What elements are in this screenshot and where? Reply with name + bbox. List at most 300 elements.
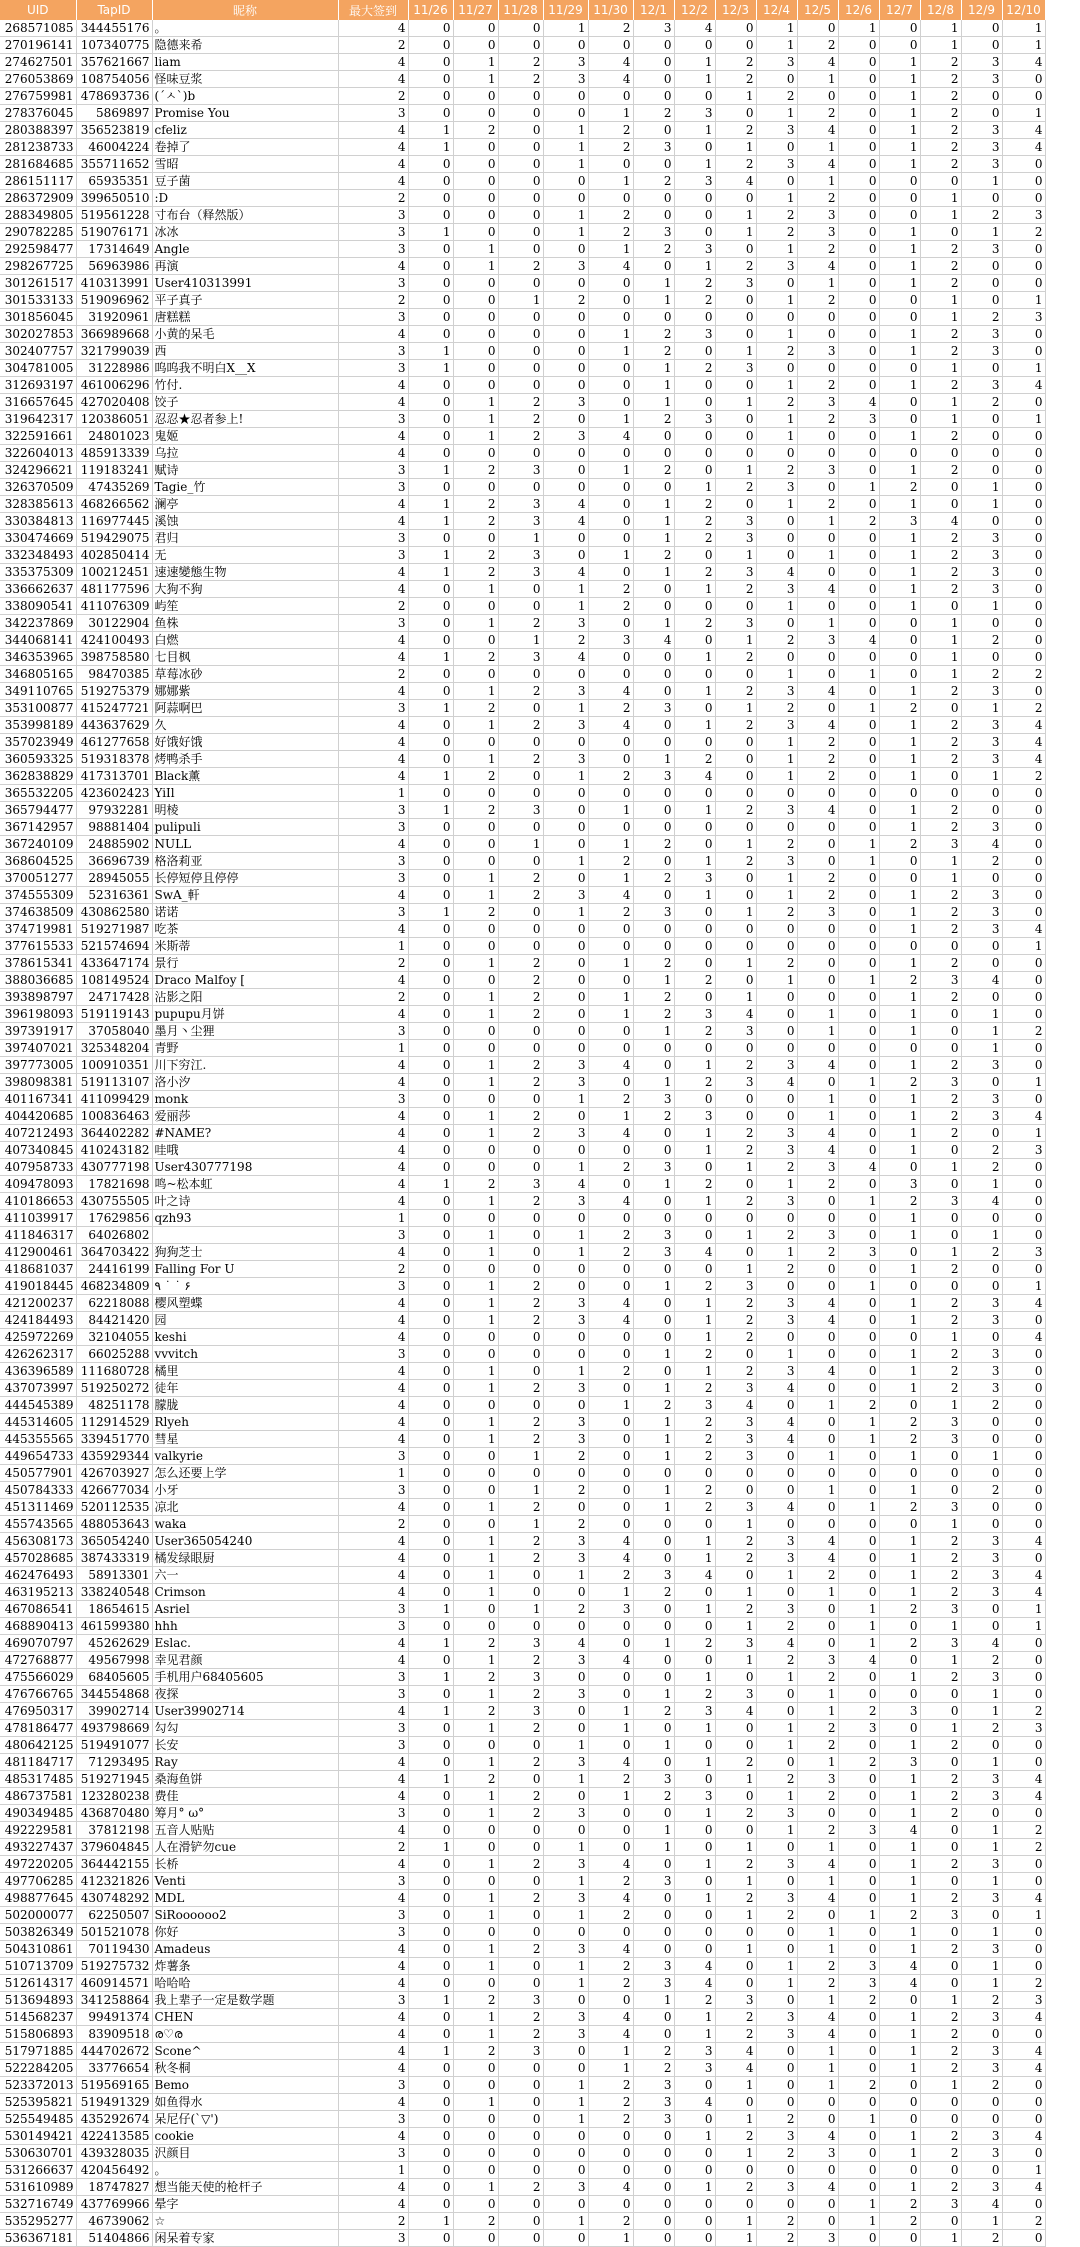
table-cell[interactable]: 0 <box>838 377 879 394</box>
table-cell[interactable]: 4 <box>756 564 797 581</box>
table-cell[interactable]: 0 <box>674 309 715 326</box>
table-cell[interactable]: 1 <box>588 1584 633 1601</box>
table-cell[interactable]: 0 <box>498 1975 543 1992</box>
table-cell[interactable]: 0 <box>408 1261 453 1278</box>
table-cell[interactable]: 0 <box>674 2077 715 2094</box>
table-cell[interactable]: 2 <box>920 1584 961 1601</box>
table-cell[interactable]: 2 <box>715 853 756 870</box>
table-cell[interactable]: 0 <box>498 2145 543 2162</box>
table-cell[interactable]: 123280238 <box>76 1788 152 1805</box>
table-cell[interactable]: 1 <box>674 1363 715 1380</box>
table-cell[interactable]: 0 <box>838 360 879 377</box>
table-cell[interactable]: 1 <box>879 1142 920 1159</box>
table-cell[interactable]: 2 <box>838 1397 879 1414</box>
table-cell[interactable]: 0 <box>543 1006 588 1023</box>
table-cell[interactable]: 2 <box>920 2043 961 2060</box>
table-cell[interactable]: 62250507 <box>76 1907 152 1924</box>
table-cell[interactable]: 1 <box>453 1567 498 1584</box>
table-cell[interactable]: 0 <box>498 1023 543 1040</box>
table-cell[interactable]: 0 <box>1002 462 1045 479</box>
table-cell[interactable]: 1 <box>498 632 543 649</box>
table-cell[interactable]: 2 <box>920 887 961 904</box>
table-cell[interactable]: 290782285 <box>0 224 76 241</box>
table-cell[interactable]: 小牙 <box>152 1482 338 1499</box>
table-cell[interactable]: 112914529 <box>76 1414 152 1431</box>
table-cell[interactable]: 0 <box>543 836 588 853</box>
table-cell[interactable]: 4 <box>797 1856 838 1873</box>
table-cell[interactable]: 3 <box>498 496 543 513</box>
table-cell[interactable]: 0 <box>879 37 920 54</box>
table-cell[interactable]: 3 <box>961 887 1002 904</box>
table-cell[interactable]: 0 <box>715 428 756 445</box>
table-cell[interactable]: 1 <box>879 1448 920 1465</box>
table-cell[interactable]: 525395821 <box>0 2094 76 2111</box>
table-cell[interactable]: 1 <box>797 547 838 564</box>
table-cell[interactable]: 120386051 <box>76 411 152 428</box>
table-cell[interactable]: 2 <box>453 1669 498 1686</box>
table-cell[interactable]: 0 <box>633 71 674 88</box>
table-cell[interactable]: 桑海鱼饼 <box>152 1771 338 1788</box>
table-cell[interactable]: 58913301 <box>76 1567 152 1584</box>
table-cell[interactable]: 2 <box>498 1550 543 1567</box>
table-cell[interactable]: 0 <box>1002 1380 1045 1397</box>
table-cell[interactable]: 302407757 <box>0 343 76 360</box>
table-cell[interactable]: 2 <box>453 496 498 513</box>
table-cell[interactable]: 3 <box>498 649 543 666</box>
table-cell[interactable]: 0 <box>543 275 588 292</box>
table-cell[interactable]: 1 <box>715 1516 756 1533</box>
table-cell[interactable]: 0 <box>408 1584 453 1601</box>
table-cell[interactable]: 4 <box>588 1652 633 1669</box>
table-cell[interactable]: 1 <box>674 71 715 88</box>
table-cell[interactable]: 0 <box>408 1023 453 1040</box>
table-cell[interactable]: 夜探 <box>152 1686 338 1703</box>
table-cell[interactable]: 1 <box>715 394 756 411</box>
table-cell[interactable]: 2 <box>588 598 633 615</box>
table-cell[interactable]: 3 <box>338 2145 408 2162</box>
table-cell[interactable]: 0 <box>715 734 756 751</box>
table-cell[interactable]: Amadeus <box>152 1941 338 1958</box>
table-cell[interactable]: 4 <box>674 1244 715 1261</box>
table-cell[interactable]: 0 <box>543 2128 588 2145</box>
table-cell[interactable]: 0 <box>543 241 588 258</box>
table-cell[interactable]: 3 <box>920 1907 961 1924</box>
table-cell[interactable]: 1 <box>797 1839 838 1856</box>
table-cell[interactable]: 0 <box>588 394 633 411</box>
table-cell[interactable]: 0 <box>1002 1669 1045 1686</box>
table-cell[interactable]: 4 <box>338 751 408 768</box>
table-cell[interactable]: 1 <box>543 2213 588 2230</box>
table-cell[interactable]: 3 <box>543 54 588 71</box>
table-cell[interactable]: 4 <box>338 1397 408 1414</box>
table-cell[interactable]: 1 <box>879 989 920 1006</box>
table-cell[interactable]: 4 <box>338 1890 408 1907</box>
table-cell[interactable]: 1 <box>879 564 920 581</box>
table-cell[interactable]: 0 <box>961 649 1002 666</box>
table-cell[interactable]: 0 <box>543 343 588 360</box>
table-cell[interactable]: 0 <box>453 20 498 37</box>
table-cell[interactable]: 3 <box>543 1312 588 1329</box>
table-cell[interactable]: 0 <box>453 88 498 105</box>
table-cell[interactable]: 1 <box>961 1176 1002 1193</box>
table-cell[interactable]: 0 <box>674 1839 715 1856</box>
table-cell[interactable]: 1 <box>879 955 920 972</box>
table-cell[interactable]: 0 <box>838 1516 879 1533</box>
table-cell[interactable]: 1 <box>920 207 961 224</box>
column-header[interactable]: 昵称 <box>152 0 338 20</box>
table-cell[interactable]: 0 <box>756 2060 797 2077</box>
table-cell[interactable]: 0 <box>674 1907 715 1924</box>
table-cell[interactable]: 0 <box>498 2230 543 2247</box>
table-cell[interactable]: 0 <box>715 921 756 938</box>
table-cell[interactable]: 0 <box>879 1244 920 1261</box>
table-cell[interactable]: 3 <box>920 1601 961 1618</box>
table-cell[interactable]: 1 <box>674 2179 715 2196</box>
table-cell[interactable]: 2 <box>1002 2213 1045 2230</box>
table-cell[interactable]: 1 <box>756 666 797 683</box>
table-cell[interactable]: 3 <box>338 411 408 428</box>
table-cell[interactable]: 365054240 <box>76 1533 152 1550</box>
table-cell[interactable]: 1 <box>756 1958 797 1975</box>
table-cell[interactable]: 0 <box>633 122 674 139</box>
table-cell[interactable]: 1 <box>633 1074 674 1091</box>
table-cell[interactable]: 330384813 <box>0 513 76 530</box>
table-cell[interactable]: 0 <box>797 1380 838 1397</box>
table-cell[interactable]: 0 <box>588 309 633 326</box>
table-cell[interactable]: 溪蚀 <box>152 513 338 530</box>
table-cell[interactable]: 0 <box>797 479 838 496</box>
table-cell[interactable]: 3 <box>543 1125 588 1142</box>
table-cell[interactable]: 0 <box>838 1040 879 1057</box>
table-cell[interactable]: 1 <box>408 1176 453 1193</box>
table-cell[interactable]: 0 <box>1002 428 1045 445</box>
table-cell[interactable]: 0 <box>838 751 879 768</box>
table-cell[interactable]: 3 <box>543 615 588 632</box>
table-cell[interactable]: 3 <box>961 547 1002 564</box>
table-cell[interactable]: 366989668 <box>76 326 152 343</box>
table-cell[interactable]: 1 <box>408 1601 453 1618</box>
table-cell[interactable]: 0 <box>1002 2077 1045 2094</box>
table-cell[interactable]: 3 <box>498 462 543 479</box>
table-cell[interactable]: 0 <box>633 2009 674 2026</box>
table-cell[interactable]: 3 <box>633 1159 674 1176</box>
table-cell[interactable]: 1 <box>879 921 920 938</box>
table-cell[interactable]: 1 <box>408 343 453 360</box>
table-cell[interactable]: 0 <box>961 1618 1002 1635</box>
table-cell[interactable]: 0 <box>588 275 633 292</box>
table-cell[interactable]: 4 <box>338 1975 408 1992</box>
table-cell[interactable]: 0 <box>838 1091 879 1108</box>
table-cell[interactable]: 0 <box>588 649 633 666</box>
table-cell[interactable]: 437073997 <box>0 1380 76 1397</box>
table-cell[interactable]: 502000077 <box>0 1907 76 1924</box>
table-cell[interactable]: 2 <box>674 1499 715 1516</box>
table-cell[interactable]: 1 <box>633 377 674 394</box>
table-cell[interactable]: 3 <box>961 1941 1002 1958</box>
table-cell[interactable]: 2 <box>338 190 408 207</box>
table-cell[interactable]: MDL <box>152 1890 338 1907</box>
table-cell[interactable]: 3 <box>961 139 1002 156</box>
table-cell[interactable]: 1 <box>756 734 797 751</box>
table-cell[interactable]: 4 <box>797 122 838 139</box>
table-cell[interactable]: 4 <box>338 1754 408 1771</box>
table-cell[interactable]: 0 <box>920 938 961 955</box>
table-cell[interactable]: 4 <box>1002 377 1045 394</box>
table-cell[interactable]: 2 <box>498 1941 543 1958</box>
table-cell[interactable]: 519250272 <box>76 1380 152 1397</box>
table-cell[interactable]: 1 <box>543 1567 588 1584</box>
table-cell[interactable]: 1 <box>543 1244 588 1261</box>
table-cell[interactable]: 闲呆着专家 <box>152 2230 338 2247</box>
table-cell[interactable]: CHEN <box>152 2009 338 2026</box>
table-cell[interactable]: 2 <box>920 1346 961 1363</box>
table-cell[interactable]: 0 <box>1002 1635 1045 1652</box>
table-cell[interactable]: 3 <box>797 462 838 479</box>
table-cell[interactable]: 0 <box>879 1465 920 1482</box>
table-cell[interactable]: 2 <box>674 1431 715 1448</box>
table-cell[interactable]: 2 <box>1002 1023 1045 1040</box>
table-cell[interactable]: 1 <box>715 547 756 564</box>
table-cell[interactable]: 2 <box>715 1805 756 1822</box>
table-cell[interactable]: 0 <box>838 989 879 1006</box>
table-cell[interactable]: 4 <box>797 156 838 173</box>
table-cell[interactable]: 3 <box>961 1295 1002 1312</box>
table-cell[interactable]: 0 <box>633 1890 674 1907</box>
table-cell[interactable]: 0 <box>453 1873 498 1890</box>
table-cell[interactable]: 0 <box>1002 1465 1045 1482</box>
table-cell[interactable]: 4 <box>588 1754 633 1771</box>
table-cell[interactable]: 0 <box>453 309 498 326</box>
table-cell[interactable]: 17821698 <box>76 1176 152 1193</box>
table-cell[interactable]: 3 <box>879 1754 920 1771</box>
table-cell[interactable]: 0 <box>633 1125 674 1142</box>
table-cell[interactable]: 0 <box>1002 445 1045 462</box>
table-cell[interactable]: Ray <box>152 1754 338 1771</box>
table-cell[interactable]: 0 <box>498 1329 543 1346</box>
table-cell[interactable]: 2 <box>715 2128 756 2145</box>
table-cell[interactable]: 2 <box>453 122 498 139</box>
table-cell[interactable]: 3 <box>338 1992 408 2009</box>
table-cell[interactable]: 0 <box>1002 1652 1045 1669</box>
table-cell[interactable]: 0 <box>715 445 756 462</box>
table-cell[interactable]: 青野 <box>152 1040 338 1057</box>
table-cell[interactable]: 1 <box>633 564 674 581</box>
table-cell[interactable]: 2 <box>674 1380 715 1397</box>
table-cell[interactable]: 1 <box>543 1159 588 1176</box>
table-cell[interactable]: 0 <box>1002 1261 1045 1278</box>
table-cell[interactable]: 4 <box>338 1822 408 1839</box>
table-cell[interactable]: 111680728 <box>76 1363 152 1380</box>
table-cell[interactable]: 0 <box>543 1346 588 1363</box>
table-cell[interactable]: 2 <box>797 1669 838 1686</box>
table-cell[interactable]: 24801023 <box>76 428 152 445</box>
table-cell[interactable]: 2 <box>715 1329 756 1346</box>
table-cell[interactable]: 4 <box>674 768 715 785</box>
table-cell[interactable]: 1 <box>588 1397 633 1414</box>
table-cell[interactable]: 2 <box>961 1397 1002 1414</box>
table-cell[interactable]: 1 <box>961 598 1002 615</box>
table-cell[interactable]: 4 <box>588 1856 633 1873</box>
table-cell[interactable]: 3 <box>543 1380 588 1397</box>
table-cell[interactable]: 4 <box>338 2009 408 2026</box>
table-cell[interactable]: 497220205 <box>0 1856 76 1873</box>
table-cell[interactable]: 2 <box>920 2179 961 2196</box>
table-cell[interactable]: 4 <box>1002 1108 1045 1125</box>
table-cell[interactable]: 1 <box>756 292 797 309</box>
table-cell[interactable]: 3 <box>1002 207 1045 224</box>
table-cell[interactable]: 1 <box>961 1975 1002 1992</box>
table-cell[interactable]: 0 <box>961 2026 1002 2043</box>
table-cell[interactable]: 1 <box>797 1108 838 1125</box>
table-cell[interactable]: 409478093 <box>0 1176 76 1193</box>
table-cell[interactable]: 1 <box>797 2077 838 2094</box>
table-cell[interactable]: 4 <box>1002 122 1045 139</box>
table-cell[interactable]: 0 <box>1002 2026 1045 2043</box>
table-cell[interactable]: 0 <box>408 1856 453 1873</box>
table-cell[interactable]: 0 <box>408 156 453 173</box>
table-cell[interactable]: 2 <box>961 2230 1002 2247</box>
table-cell[interactable]: 2 <box>920 1771 961 1788</box>
table-cell[interactable]: 2 <box>756 700 797 717</box>
table-cell[interactable]: 4 <box>338 887 408 904</box>
table-cell[interactable]: 0 <box>543 1108 588 1125</box>
table-cell[interactable]: 明棱 <box>152 802 338 819</box>
table-cell[interactable]: 1 <box>633 1448 674 1465</box>
table-cell[interactable]: 0 <box>797 2213 838 2230</box>
table-cell[interactable]: 0 <box>408 1244 453 1261</box>
table-cell[interactable]: 3 <box>961 2179 1002 2196</box>
table-cell[interactable]: 0 <box>756 1040 797 1057</box>
table-cell[interactable]: 0 <box>633 1924 674 1941</box>
table-cell[interactable]: 0 <box>408 921 453 938</box>
table-cell[interactable]: 0 <box>715 309 756 326</box>
table-cell[interactable]: 0 <box>633 1142 674 1159</box>
table-cell[interactable]: 3 <box>674 326 715 343</box>
table-cell[interactable]: 0 <box>453 1618 498 1635</box>
table-cell[interactable]: 1 <box>674 853 715 870</box>
column-header[interactable]: 12/10 <box>1002 0 1045 20</box>
table-cell[interactable]: 0 <box>543 1329 588 1346</box>
table-cell[interactable]: 2 <box>498 1125 543 1142</box>
table-cell[interactable]: 3 <box>543 428 588 445</box>
table-cell[interactable]: 1 <box>756 870 797 887</box>
table-cell[interactable]: 2 <box>588 1907 633 1924</box>
table-cell[interactable]: 0 <box>1002 1737 1045 1754</box>
table-cell[interactable]: 鸣~松本虹 <box>152 1176 338 1193</box>
table-cell[interactable]: 0 <box>674 1465 715 1482</box>
table-cell[interactable]: 0 <box>633 88 674 105</box>
table-cell[interactable]: 3 <box>338 853 408 870</box>
table-cell[interactable]: 1 <box>674 2026 715 2043</box>
table-cell[interactable]: 3 <box>797 632 838 649</box>
table-cell[interactable]: 4 <box>588 1941 633 1958</box>
table-cell[interactable]: 0 <box>453 598 498 615</box>
table-cell[interactable]: 0 <box>715 1720 756 1737</box>
table-cell[interactable]: 景行 <box>152 955 338 972</box>
table-cell[interactable]: 0 <box>498 1210 543 1227</box>
table-cell[interactable]: 0 <box>961 989 1002 1006</box>
table-cell[interactable]: 0 <box>674 700 715 717</box>
table-cell[interactable]: 3 <box>715 1635 756 1652</box>
table-cell[interactable]: 411076309 <box>76 598 152 615</box>
table-cell[interactable]: 0 <box>588 1618 633 1635</box>
table-cell[interactable]: 1 <box>498 836 543 853</box>
table-cell[interactable]: 2 <box>920 1295 961 1312</box>
table-cell[interactable]: 4 <box>1002 139 1045 156</box>
table-cell[interactable]: 0 <box>797 309 838 326</box>
table-cell[interactable]: 2 <box>498 1720 543 1737</box>
table-cell[interactable]: 3 <box>961 377 1002 394</box>
table-cell[interactable]: 0 <box>715 326 756 343</box>
table-cell[interactable]: 2 <box>674 1448 715 1465</box>
table-cell[interactable]: 3 <box>961 1091 1002 1108</box>
table-cell[interactable]: 0 <box>715 2094 756 2111</box>
table-cell[interactable]: 4 <box>338 1312 408 1329</box>
table-cell[interactable]: 0 <box>920 700 961 717</box>
table-cell[interactable]: 332348493 <box>0 547 76 564</box>
table-cell[interactable]: 2 <box>715 1312 756 1329</box>
table-cell[interactable]: 秋冬桐 <box>152 2060 338 2077</box>
table-cell[interactable]: 1 <box>674 1533 715 1550</box>
table-cell[interactable]: 1 <box>543 1771 588 1788</box>
table-cell[interactable]: 3 <box>338 224 408 241</box>
table-cell[interactable]: 0 <box>879 615 920 632</box>
table-cell[interactable]: 0 <box>920 1958 961 1975</box>
table-cell[interactable]: 1 <box>920 360 961 377</box>
table-cell[interactable]: 3 <box>961 751 1002 768</box>
table-cell[interactable]: 赋诗 <box>152 462 338 479</box>
table-cell[interactable]: 2 <box>920 258 961 275</box>
table-cell[interactable]: 1 <box>674 1669 715 1686</box>
table-cell[interactable]: 3 <box>1002 1992 1045 2009</box>
table-cell[interactable]: 3 <box>797 394 838 411</box>
table-cell[interactable]: User410313991 <box>152 275 338 292</box>
table-cell[interactable]: 4 <box>338 1567 408 1584</box>
table-cell[interactable]: 1 <box>633 292 674 309</box>
table-cell[interactable]: 0 <box>1002 649 1045 666</box>
table-cell[interactable]: 1 <box>920 1720 961 1737</box>
table-cell[interactable]: 2 <box>715 1125 756 1142</box>
table-cell[interactable]: 0 <box>498 2111 543 2128</box>
table-cell[interactable]: 1 <box>756 768 797 785</box>
table-cell[interactable]: 4 <box>543 649 588 666</box>
table-cell[interactable]: 1 <box>588 326 633 343</box>
table-cell[interactable]: 4 <box>338 1176 408 1193</box>
table-cell[interactable]: 2 <box>543 292 588 309</box>
table-cell[interactable]: 3 <box>338 479 408 496</box>
table-cell[interactable]: 0 <box>453 292 498 309</box>
table-cell[interactable]: 4 <box>338 1703 408 1720</box>
table-cell[interactable]: 0 <box>756 1329 797 1346</box>
table-cell[interactable]: 2 <box>674 513 715 530</box>
table-cell[interactable]: 0 <box>453 1482 498 1499</box>
table-cell[interactable]: 2 <box>633 343 674 360</box>
table-cell[interactable]: 4 <box>588 1057 633 1074</box>
table-cell[interactable]: 0 <box>715 241 756 258</box>
table-cell[interactable]: 川下穷江. <box>152 1057 338 1074</box>
table-cell[interactable]: 1 <box>408 768 453 785</box>
table-cell[interactable]: 0 <box>408 377 453 394</box>
table-cell[interactable]: 276759981 <box>0 88 76 105</box>
table-cell[interactable]: 4 <box>797 1057 838 1074</box>
table-cell[interactable]: 1 <box>338 1210 408 1227</box>
table-cell[interactable]: 0 <box>756 1516 797 1533</box>
table-cell[interactable]: 0 <box>1002 802 1045 819</box>
table-cell[interactable]: 0 <box>453 1210 498 1227</box>
table-cell[interactable]: 0 <box>633 1040 674 1057</box>
table-cell[interactable]: 2 <box>715 1856 756 1873</box>
table-cell[interactable]: 1 <box>408 1839 453 1856</box>
